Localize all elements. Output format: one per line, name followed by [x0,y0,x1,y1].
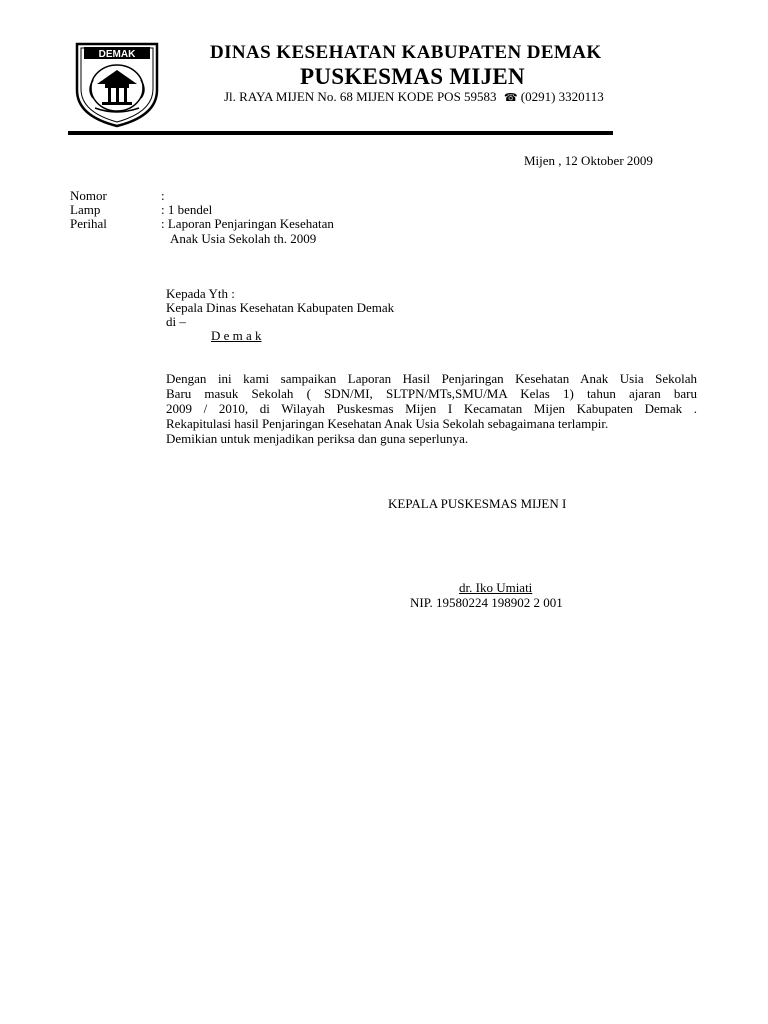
phone-icon: ☎ [503,91,518,104]
office-phone: (0291) 3320113 [520,89,604,104]
office-address: Jl. RAYA MIJEN No. 68 MIJEN KODE POS 59583 [224,89,497,104]
office-address-line [224,89,604,105]
lamp-value: : 1 bendel [161,202,213,217]
letter-body [166,371,697,446]
letterhead-divider [68,131,613,135]
recipient-di: di – [166,314,186,329]
recipient-greeting: Kepada Yth : [166,286,235,301]
perihal-value-line2: Anak Usia Sekolah th. 2009 [170,231,317,246]
logo-label: DEMAK [98,49,136,60]
signatory-name: dr. Iko Umiati [459,580,533,595]
demak-coat-of-arms-logo [75,40,159,128]
lamp-label: Lamp [70,202,101,217]
agency-name: DINAS KESEHATAN KABUPATEN DEMAK [210,42,602,63]
body-line: Demikian untuk menjadikan periksa dan guna seperlunya. [166,431,469,446]
perihal-label: Perihal [70,216,107,231]
recipient-name: Kepala Dinas Kesehatan Kabupaten Demak [166,300,395,315]
body-line: Rekapitulasi hasil Penjaringan Kesehatan Anak Usia Sekolah sebagaimana terlampir. [166,416,609,431]
signatory-nip: NIP. 19580224 198902 2 001 [410,595,563,610]
signature-title: KEPALA PUSKESMAS MIJEN I [388,496,567,511]
body-line: Baru masuk Sekolah ( SDN/MI, SLTPN/MTs,SMU/MA Kelas 1) tahun ajaran baru [166,386,697,401]
body-line: Dengan ini kami sampaikan Laporan Hasil Penjaringan Kesehatan Anak Usia Sekolah [166,371,697,386]
office-name: PUSKESMAS MIJEN [300,64,525,89]
body-line: 2009 / 2010, di Wilayah Puskesmas Mijen I Kecamatan Mijen Kabupaten Demak . [166,401,697,416]
place-date: Mijen , 12 Oktober 2009 [524,153,653,168]
nomor-value: : [161,188,165,203]
recipient-city: D e m a k [211,328,262,343]
perihal-value-line1: : Laporan Penjaringan Kesehatan [161,216,334,231]
nomor-label: Nomor [70,188,107,203]
